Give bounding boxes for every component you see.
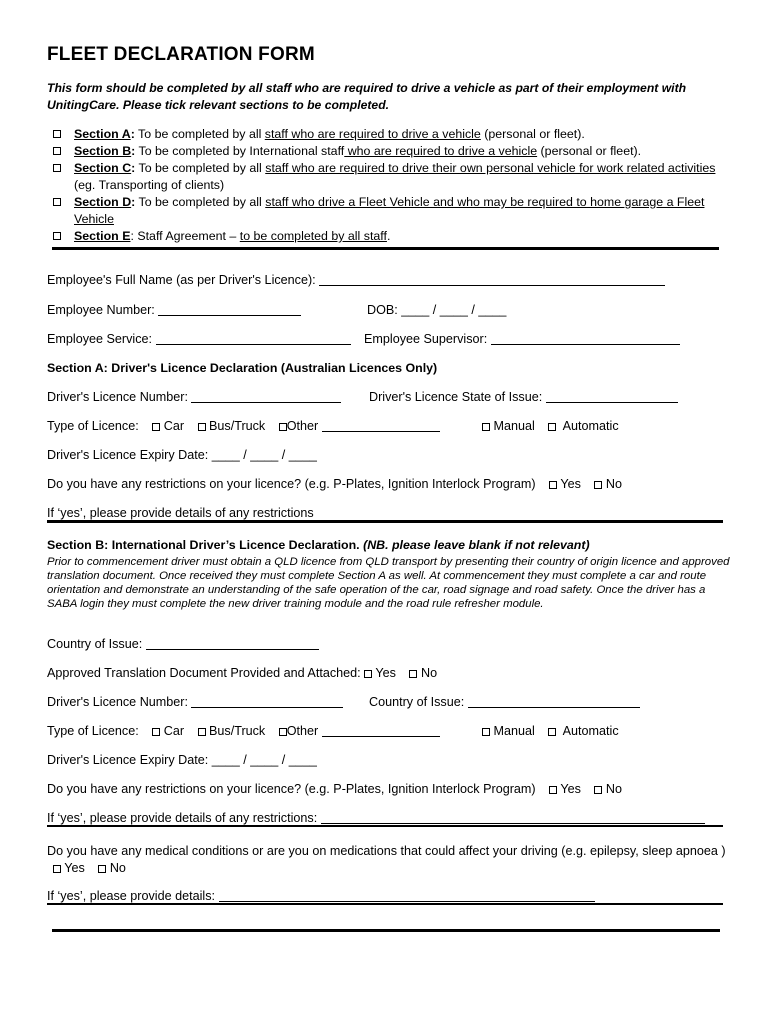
supervisor-field[interactable] xyxy=(491,332,680,345)
a-restrictions-no-checkbox[interactable] xyxy=(594,481,602,489)
a-other-label: Other xyxy=(286,419,319,433)
a-restrictions-question: Do you have any restrictions on your licence? (e.g. P-Plates, Ignition Interlock Program) xyxy=(47,477,536,491)
b-type-label: Type of Licence: xyxy=(47,724,139,738)
section-name: Section A xyxy=(74,127,131,141)
section-underlined-text: staff who are required to drive a vehicle xyxy=(264,127,481,141)
section-checkbox[interactable] xyxy=(53,147,61,155)
b-type-row xyxy=(47,724,440,738)
a-restrictions-row xyxy=(47,477,622,491)
section-name: Section C xyxy=(74,161,132,175)
section-text: To be completed by all xyxy=(135,161,266,175)
a-expiry-label: Driver's Licence Expiry Date: xyxy=(47,448,209,462)
a-restrictions-no-label: No xyxy=(605,477,623,491)
b-translation-row xyxy=(47,666,437,680)
a-licence-number-field[interactable] xyxy=(191,390,341,403)
a-auto-label: Automatic xyxy=(562,419,619,433)
section-text: : Staff Agreement – xyxy=(130,229,240,243)
b-manual-label: Manual xyxy=(493,724,535,738)
a-details-label: If ‘yes’, please provide details of any restrictions xyxy=(47,506,314,520)
medical-question: Do you have any medical conditions or are you on medications that could affect your driving (e.g. epilepsy, sleep apnoea ) xyxy=(47,844,726,858)
b-licence-number-field[interactable] xyxy=(191,695,343,708)
section-checkbox[interactable] xyxy=(53,232,61,240)
service-label: Employee Service: xyxy=(47,332,152,346)
b-country-field[interactable] xyxy=(146,637,319,650)
a-expiry-field[interactable]: ____ / ____ / ____ xyxy=(211,448,317,462)
b-restrictions-row xyxy=(47,782,622,796)
section-b-instructions: Prior to commencement driver must obtain a QLD licence from QLD transport by presenting their country of origin licence and approved translation document. Once received they must complete Section A as well. At commencement they must complete a car and route orientation and demonstrate an understanding of the safe operation of the car, road signage and road safety. Once the driver has a SABA login they must complete the new driver training module and the road rule refresher module. xyxy=(47,556,730,610)
b-translation-no-checkbox[interactable] xyxy=(409,670,417,678)
b-other-label: Other xyxy=(286,724,319,738)
section-text-end: (eg. Transporting of clients) xyxy=(74,178,225,192)
section-underlined-text: who are required to drive a vehicle xyxy=(344,144,538,158)
a-auto-checkbox[interactable] xyxy=(548,423,556,431)
b-restrictions-yes-checkbox[interactable] xyxy=(549,786,557,794)
full-name-label: Employee's Full Name (as per Driver's Licence): xyxy=(47,273,316,287)
section-text-end: (personal or fleet). xyxy=(480,127,585,141)
section-text: To be completed by all xyxy=(135,195,266,209)
a-manual-checkbox[interactable] xyxy=(482,423,490,431)
supervisor-row xyxy=(364,332,680,346)
b-auto-label: Automatic xyxy=(562,724,619,738)
section-b-note: (NB. please leave blank if not relevant) xyxy=(363,538,590,552)
b-restrictions-yes-label: Yes xyxy=(560,782,581,796)
section-underlined-text: to be completed by all staff xyxy=(239,229,387,243)
b-translation-no-label: No xyxy=(420,666,438,680)
b-manual-checkbox[interactable] xyxy=(482,728,490,736)
section-underlined-text: staff who are required to drive their own personal vehicle for work related activities xyxy=(265,161,716,175)
b-other-checkbox[interactable] xyxy=(279,728,287,736)
section-checklist-item xyxy=(50,143,740,160)
section-a-heading: Section A: Driver's Licence Declaration (Australian Licences Only) xyxy=(47,361,438,375)
section-name: Section E xyxy=(74,229,131,243)
a-licence-number-row xyxy=(47,390,341,404)
a-bus-checkbox[interactable] xyxy=(198,423,206,431)
section-sep: : xyxy=(131,195,136,209)
section-underlined-text: staff who drive a Fleet Vehicle and who may be required to home garage a Fleet Vehicle xyxy=(74,195,705,226)
b-details-label: If ‘yes’, please provide details of any restrictions: xyxy=(47,811,318,825)
a-state-row xyxy=(369,390,678,404)
divider xyxy=(52,929,720,932)
a-bus-label: Bus/Truck xyxy=(209,419,266,433)
form-title: FLEET DECLARATION FORM xyxy=(47,44,315,65)
section-sep: : xyxy=(131,161,136,175)
section-checkbox[interactable] xyxy=(53,164,61,172)
section-text-end: . xyxy=(386,229,391,243)
b-transmission-row xyxy=(482,724,619,738)
dob-field[interactable]: ____ / ____ / ____ xyxy=(401,303,507,317)
section-text: To be completed by International staff xyxy=(135,144,345,158)
a-state-label: Driver's Licence State of Issue: xyxy=(369,390,543,404)
b-details-field[interactable] xyxy=(321,811,705,824)
b-expiry-label: Driver's Licence Expiry Date: xyxy=(47,753,209,767)
b-auto-checkbox[interactable] xyxy=(548,728,556,736)
a-restrictions-yes-checkbox[interactable] xyxy=(549,481,557,489)
b-country2-row xyxy=(369,695,640,709)
medical-details-field[interactable] xyxy=(219,889,595,902)
full-name-row xyxy=(47,273,665,287)
a-other-field[interactable] xyxy=(322,419,440,432)
b-translation-label: Approved Translation Document Provided and Attached: xyxy=(47,666,361,680)
a-type-label: Type of Licence: xyxy=(47,419,139,433)
section-checkbox[interactable] xyxy=(53,130,61,138)
b-restrictions-question: Do you have any restrictions on your licence? (e.g. P-Plates, Ignition Interlock Program) xyxy=(47,782,536,796)
divider xyxy=(47,520,723,523)
b-expiry-field[interactable]: ____ / ____ / ____ xyxy=(211,753,317,767)
b-bus-checkbox[interactable] xyxy=(198,728,206,736)
form-intro: This form should be completed by all staff who are required to drive a vehicle as part of their employment with UnitingCare. Please tick relevant sections to be completed. xyxy=(47,81,687,112)
supervisor-label: Employee Supervisor: xyxy=(364,332,488,346)
section-b-title: Section B: International Driver’s Licence Declaration. xyxy=(47,538,360,552)
section-sep: : xyxy=(130,127,135,141)
dob-row xyxy=(367,303,506,317)
divider xyxy=(47,903,723,905)
section-name: Section B xyxy=(74,144,132,158)
section-text-end: (personal or fleet). xyxy=(537,144,642,158)
a-car-label: Car xyxy=(163,419,185,433)
section-checklist xyxy=(50,126,740,245)
section-sep: : xyxy=(131,144,136,158)
section-b-heading xyxy=(47,538,590,552)
section-checkbox[interactable] xyxy=(53,198,61,206)
b-bus-label: Bus/Truck xyxy=(209,724,266,738)
employee-number-label: Employee Number: xyxy=(47,303,155,317)
full-name-field[interactable] xyxy=(319,273,665,286)
medical-no-checkbox[interactable] xyxy=(98,865,106,873)
medical-row xyxy=(47,843,727,877)
service-row xyxy=(47,332,351,346)
b-country2-label: Country of Issue: xyxy=(369,695,465,709)
medical-yes-label: Yes xyxy=(64,861,85,875)
b-details-row xyxy=(47,811,705,825)
medical-details-row xyxy=(47,889,595,903)
medical-yes-checkbox[interactable] xyxy=(53,865,61,873)
section-checklist-item xyxy=(50,160,740,194)
medical-details-label: If ‘yes’, please provide details: xyxy=(47,889,216,903)
b-country-label: Country of Issue: xyxy=(47,637,143,651)
divider xyxy=(47,825,723,827)
b-translation-yes-label: Yes xyxy=(375,666,396,680)
b-expiry-row xyxy=(47,753,317,767)
b-licence-number-label: Driver's Licence Number: xyxy=(47,695,188,709)
b-other-field[interactable] xyxy=(322,724,440,737)
b-restrictions-no-label: No xyxy=(605,782,623,796)
a-type-row xyxy=(47,419,440,433)
b-restrictions-no-checkbox[interactable] xyxy=(594,786,602,794)
section-name: Section D xyxy=(74,195,132,209)
b-car-checkbox[interactable] xyxy=(152,728,160,736)
a-restrictions-yes-label: Yes xyxy=(560,477,581,491)
a-car-checkbox[interactable] xyxy=(152,423,160,431)
b-car-label: Car xyxy=(163,724,185,738)
a-transmission-row xyxy=(482,419,619,433)
a-state-field[interactable] xyxy=(546,390,678,403)
b-country2-field[interactable] xyxy=(468,695,640,708)
section-text: To be completed by all xyxy=(134,127,265,141)
medical-no-label: No xyxy=(109,861,126,875)
a-manual-label: Manual xyxy=(493,419,535,433)
divider xyxy=(52,247,719,250)
section-checklist-item xyxy=(50,228,740,245)
b-translation-yes-checkbox[interactable] xyxy=(364,670,372,678)
b-licence-number-row xyxy=(47,695,343,709)
service-field[interactable] xyxy=(156,332,351,345)
a-licence-number-label: Driver's Licence Number: xyxy=(47,390,188,404)
section-checklist-item xyxy=(50,194,740,228)
dob-label: DOB: xyxy=(367,303,398,317)
employee-number-field[interactable] xyxy=(158,303,301,316)
section-checklist-item xyxy=(50,126,740,143)
a-expiry-row xyxy=(47,448,317,462)
employee-number-row xyxy=(47,303,301,317)
a-other-checkbox[interactable] xyxy=(279,423,287,431)
b-country-row xyxy=(47,637,319,651)
